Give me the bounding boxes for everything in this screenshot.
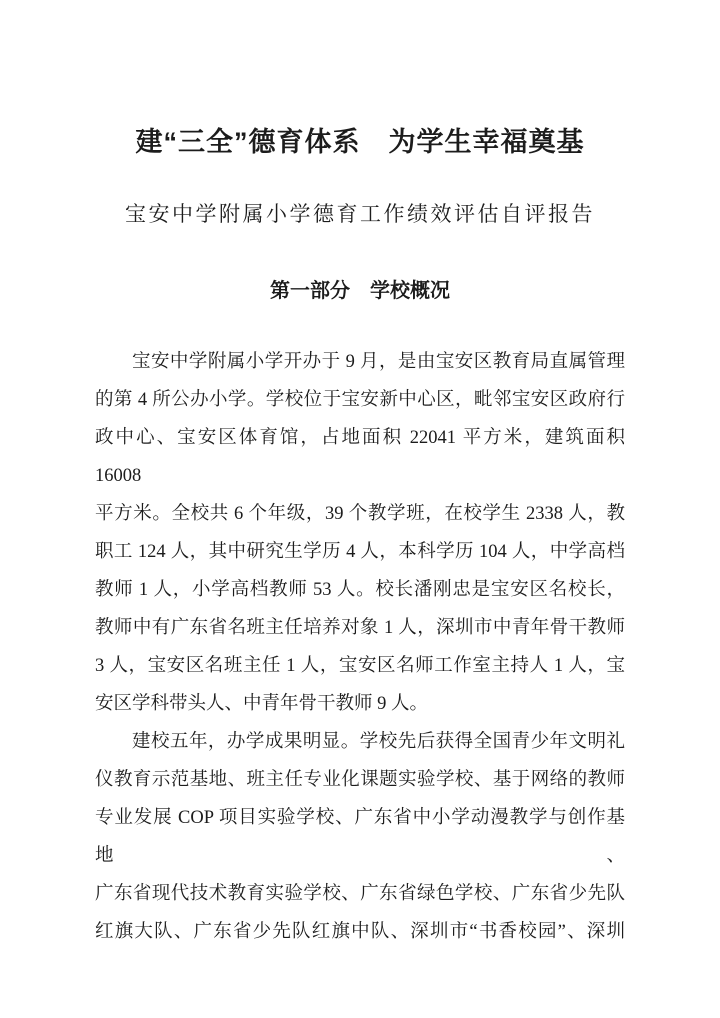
paragraph bbox=[95, 343, 625, 723]
document-subtitle: 宝安中学附属小学德育工作绩效评估自评报告 bbox=[125, 202, 595, 226]
text-line: 政中心、宝安区体育馆，占地面积 22041 平方米，建筑面积 16008 bbox=[95, 428, 625, 486]
section-heading: 第一部分 学校概况 bbox=[270, 280, 450, 302]
text-line: 教师 1 人，小学高档教师 53 人。校长潘刚忠是宝安区名校长， bbox=[95, 580, 625, 600]
text-line: 教师中有广东省名班主任培养对象 1 人，深圳市中青年骨干教师 bbox=[95, 618, 625, 638]
text-line: 仪教育示范基地、班主任专业化课题实验学校、基于网络的教师 bbox=[95, 770, 625, 790]
text-line: 的第 4 所公办小学。学校位于宝安新中心区，毗邻宝安区政府行 bbox=[95, 390, 625, 410]
document-title: 建“三全”德育体系 为学生幸福奠基 bbox=[135, 127, 585, 157]
text-line: 安区学科带头人、中青年骨干教师 9 人。 bbox=[95, 694, 429, 714]
text-line: 3 人，宝安区名班主任 1 人，宝安区名师工作室主持人 1 人，宝 bbox=[95, 656, 625, 676]
text-line: 专业发展 COP 项目实验学校、广东省中小学动漫教学与创作基地、 bbox=[95, 808, 625, 866]
text-line: 职工 124 人，其中研究生学历 4 人，本科学历 104 人，中学高档 bbox=[95, 542, 625, 562]
document-body bbox=[95, 343, 625, 951]
text-line: 建校五年，办学成果明显。学校先后获得全国青少年文明礼 bbox=[132, 732, 625, 752]
paragraph bbox=[95, 723, 625, 951]
text-line: 红旗大队、广东省少先队红旗中队、深圳市“书香校园”、深圳 bbox=[95, 922, 625, 942]
text-line: 广东省现代技术教育实验学校、广东省绿色学校、广东省少先队 bbox=[95, 884, 625, 904]
text-line: 平方米。全校共 6 个年级，39 个教学班，在校学生 2338 人，教 bbox=[95, 504, 625, 524]
text-line: 宝安中学附属小学开办于 9 月，是由宝安区教育局直属管理 bbox=[132, 352, 625, 372]
